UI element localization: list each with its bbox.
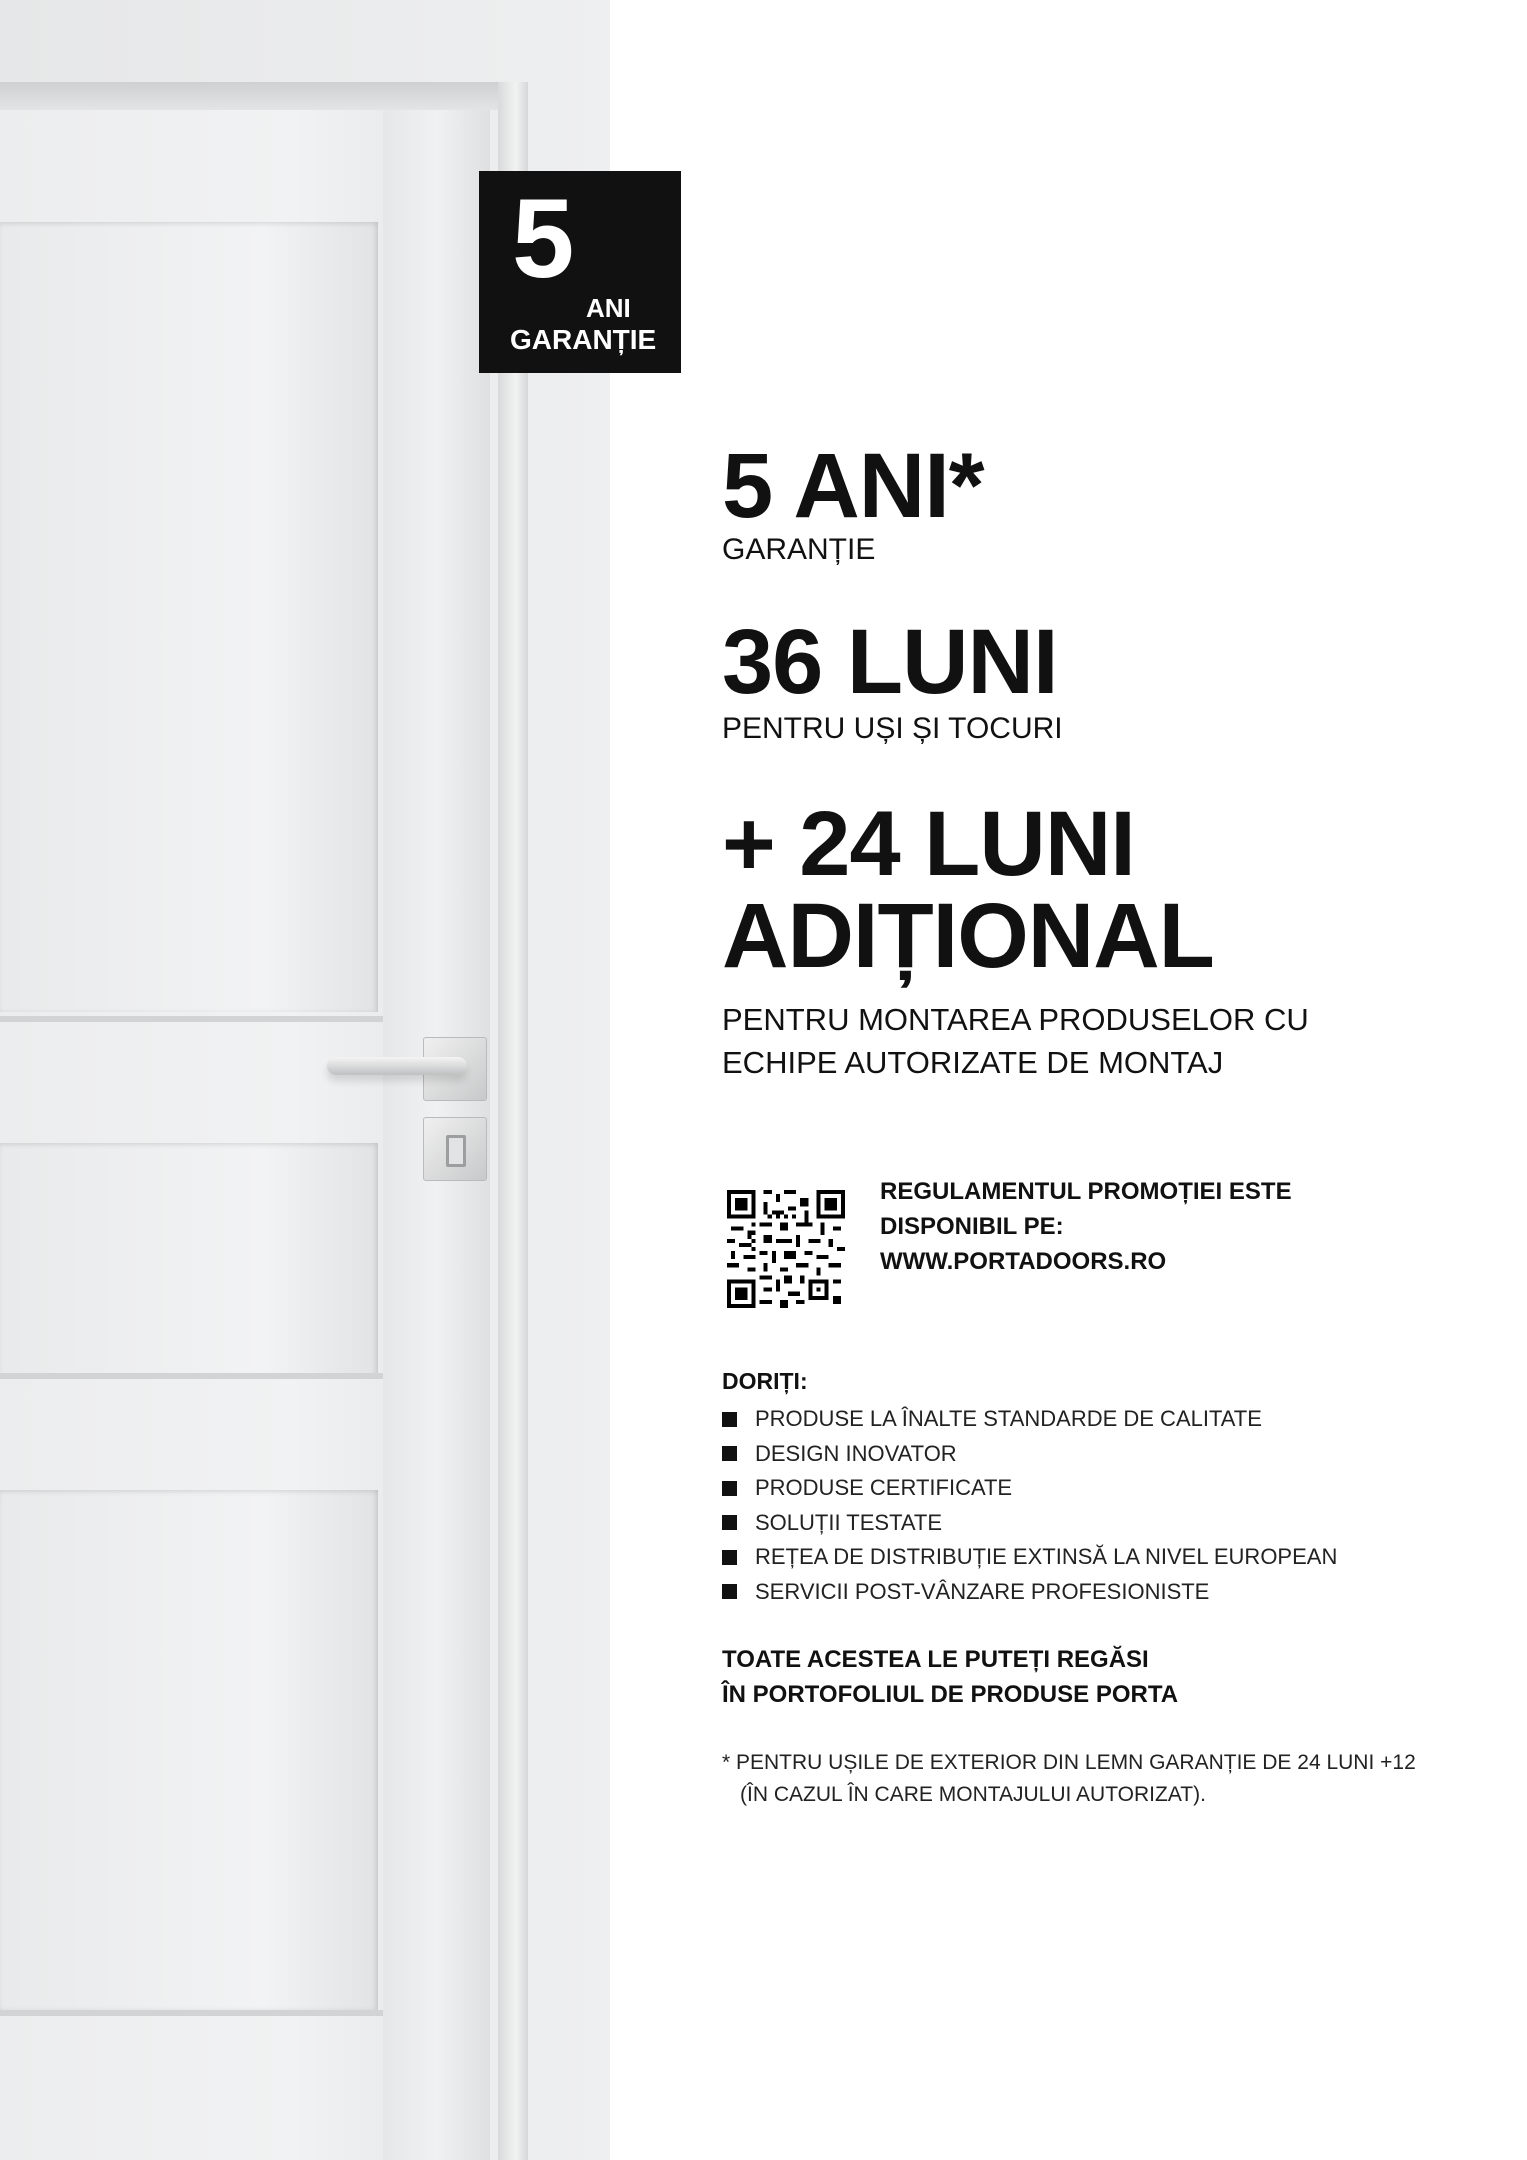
headline-months: 36 LUNI [722, 611, 1058, 713]
promo-url-link[interactable]: WWW.PORTADOORS.RO [880, 1247, 1167, 1275]
headline-months-sub: PENTRU UȘI ȘI TOCURI [722, 712, 1063, 745]
door-rail [0, 1373, 383, 1379]
badge-number: 5 [512, 176, 573, 301]
promo-line1: REGULAMENTUL PROMOȚIEI ESTE [880, 1178, 1292, 1205]
closing-line2: ÎN PORTOFOLIUL DE PRODUSE PORTA [722, 1680, 1179, 1708]
door-rail [0, 1016, 383, 1022]
benefits-list [722, 1402, 1337, 1609]
bullet-square-icon [722, 1550, 737, 1565]
door-panel-upper [0, 222, 378, 1012]
list-item: DESIGN INOVATOR [722, 1437, 1337, 1472]
door-panel-middle [0, 1143, 378, 1377]
door-frame-side [498, 82, 528, 2160]
footnote-line2: (ÎN CAZUL ÎN CARE MONTAJULUI AUTORIZAT). [740, 1782, 1206, 1806]
bullet-square-icon [722, 1515, 737, 1530]
headline-extra-line2: ADIȚIONAL [722, 885, 1214, 987]
qr-code[interactable] [727, 1190, 845, 1308]
list-item: PRODUSE CERTIFICATE [722, 1471, 1337, 1506]
bullet-square-icon [722, 1481, 737, 1496]
footnote-line1: * PENTRU UȘILE DE EXTERIOR DIN LEMN GARANȚIE DE 24 LUNI +12 [722, 1751, 1416, 1774]
closing-text [722, 1643, 1422, 1713]
list-item: SERVICII POST-VÂNZARE PROFESIONISTE [722, 1575, 1337, 1610]
list-item: REȚEA DE DISTRIBUȚIE EXTINSĂ LA NIVEL EUROPEAN [722, 1540, 1337, 1575]
door-panel-lower [0, 1490, 378, 2010]
footnote [722, 1747, 1462, 1810]
door-handle [327, 1057, 467, 1075]
headline-years-sub: GARANȚIE [722, 533, 876, 566]
door-frame-top [0, 82, 525, 110]
closing-line1: TOATE ACESTEA LE PUTEȚI REGĂSI [722, 1646, 1149, 1673]
warranty-badge [479, 171, 681, 373]
promo-text [880, 1175, 1440, 1279]
doriti-title: DORIȚI: [722, 1368, 808, 1394]
headline-extra-sub: PENTRU MONTAREA PRODUSELOR CU ECHIPE AUTORIZATE DE MONTAJ [722, 1002, 1309, 1081]
list-item: PRODUSE LA ÎNALTE STANDARDE DE CALITATE [722, 1402, 1337, 1437]
badge-label: GARANȚIE [510, 324, 657, 355]
door-rail [0, 2010, 383, 2016]
badge-unit: ANI [586, 293, 631, 323]
keyhole [446, 1135, 466, 1167]
promo-line2: DISPONIBIL PE: [880, 1212, 1064, 1240]
bullet-square-icon [722, 1412, 737, 1427]
headline-years: 5 ANI* [722, 435, 984, 537]
headline-extra-line1: + 24 LUNI [722, 793, 1135, 895]
list-item: SOLUȚII TESTATE [722, 1506, 1337, 1541]
bullet-square-icon [722, 1446, 737, 1461]
bullet-square-icon [722, 1584, 737, 1599]
